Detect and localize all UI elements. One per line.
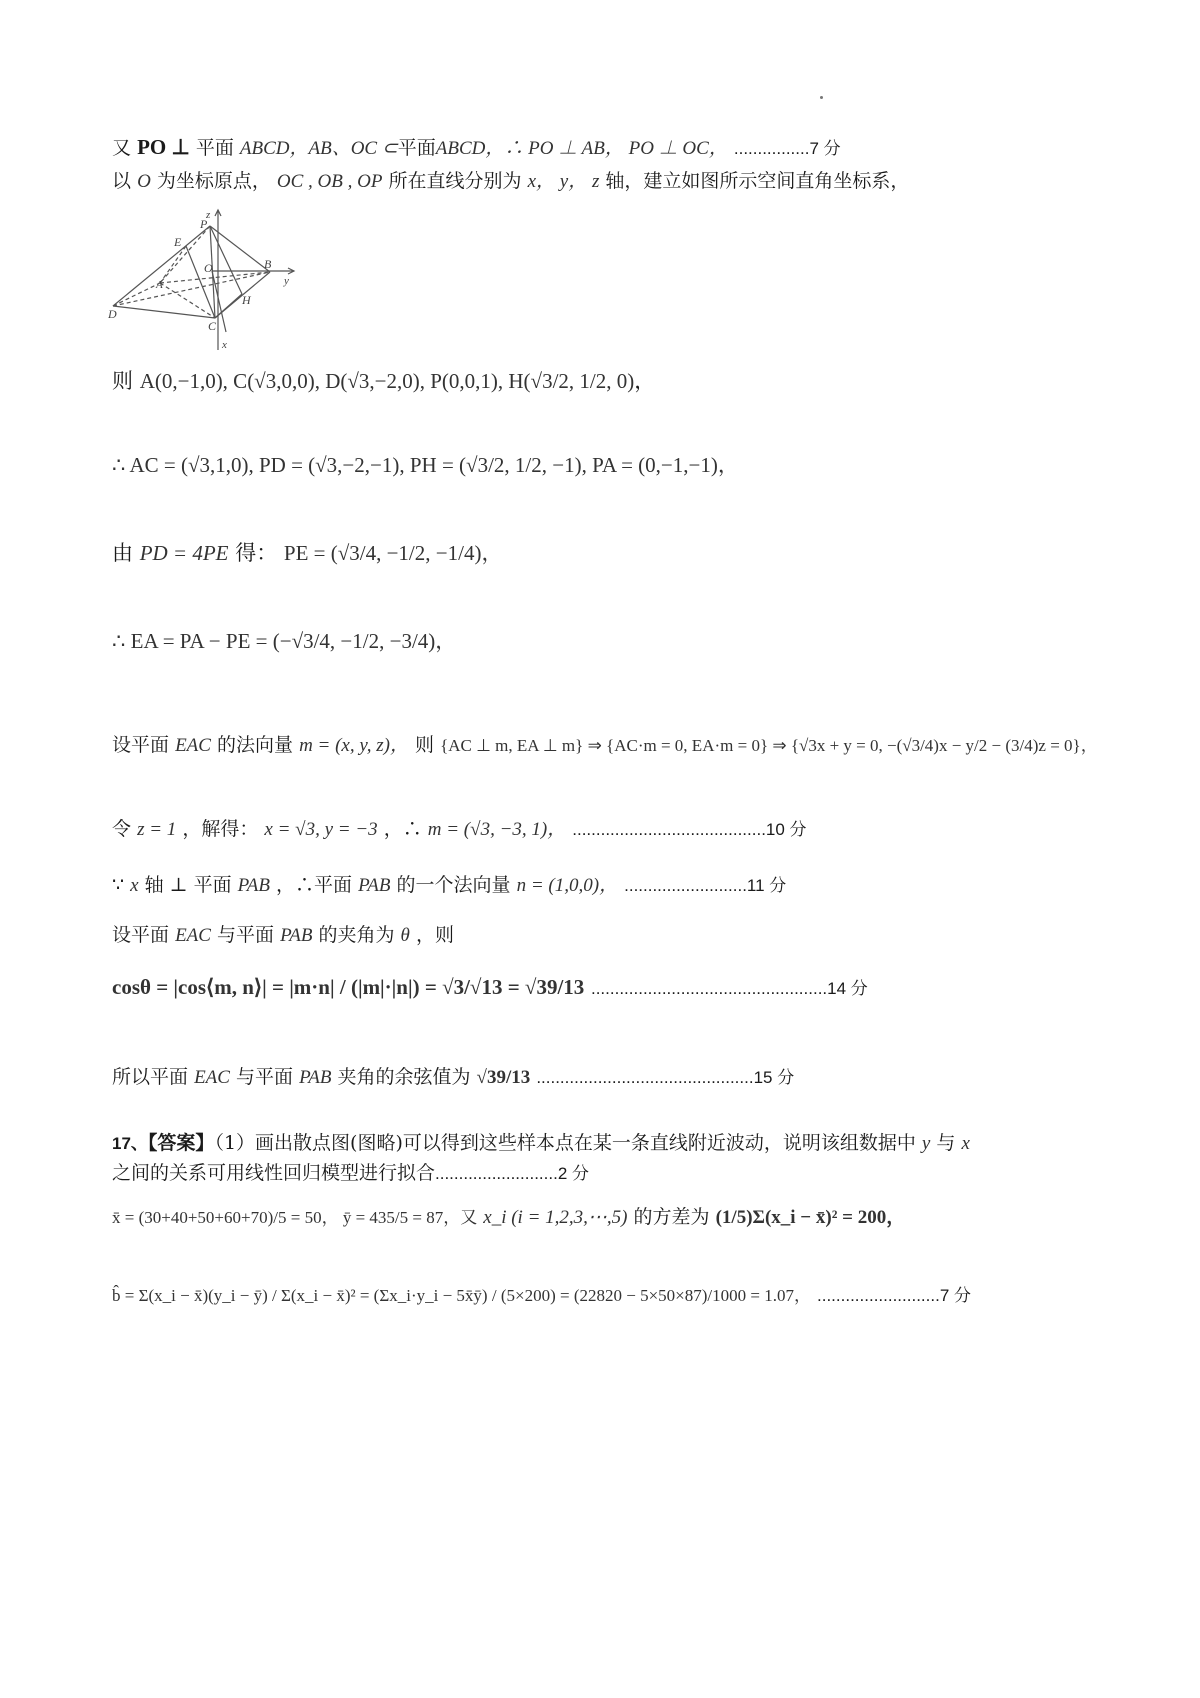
label-a: A	[156, 279, 163, 291]
q17-means: x̄ = (30+40+50+60+70)/5 = 50， ȳ = 435/5 = 87，又 x_i (i = 1,2,3,⋯,5) 的方差为 (1/5)Σ(x_i − x̄)² = 200，	[112, 1206, 906, 1228]
line-angle-setup: 设平面 EAC 与平面 PAB 的夹角为 θ ，则	[112, 924, 454, 946]
label-p: P	[200, 217, 208, 231]
q17-linear-model: 之间的关系可用线性回归模型进行拟合..........................2 分	[112, 1162, 589, 1184]
label-c: C	[208, 319, 217, 333]
speck	[820, 96, 823, 99]
pyramid-figure	[108, 208, 318, 358]
q17-b-hat: b̂ = Σ(x_i − x̄)(y_i − ȳ) / Σ(x_i − x̄)² = (Σx_i·y_i − 5x̄ȳ) / (5×200) = (22820 − 5×50×87)/1000 = 1.07， ..........................7 分	[112, 1286, 971, 1305]
line-coordinate-system: 以 O 为坐标原点， OC , OB , OP 所在直线分别为 x， y， z 轴，建立如图所示空间直角坐标系，	[112, 170, 910, 192]
label-b: B	[264, 257, 272, 271]
line-normal-n: ∵ x 轴 ⊥ 平面 PAB ，∴平面 PAB 的一个法向量 n = (1,0,0)， ..........................11 分	[112, 874, 787, 896]
q17-answer-intro: 17、【答案】（1）画出散点图(图略)可以得到这些样本点在某一条直线附近波动，说明该组数据中 y 与 x	[112, 1132, 970, 1154]
line-cos-theta: cosθ = |cos⟨m, n⟩| = |m·n| / (|m|·|n|) = √3/√13 = √39/13 ..................................................14 分	[112, 975, 868, 999]
label-h: H	[242, 293, 251, 307]
label-d: D	[108, 307, 117, 321]
line-vectors: ∴ AC = (√3,1,0), PD = (√3,−2,−1), PH = (√3/2, 1/2, −1), PA = (0,−1,−1)，	[112, 453, 739, 477]
line-final-answer: 所以平面 EAC 与平面 PAB 夹角的余弦值为 √39/13 ..............................................15 分	[112, 1066, 795, 1088]
line-po-perpendicular: 又 PO ⊥ 平面 ABCD，AB、OC ⊂平面ABCD，∴ PO ⊥ AB， PO ⊥ OC， ................7 分	[112, 135, 841, 159]
label-o: O	[204, 261, 213, 275]
line-point-coordinates: 则 A(0,−1,0), C(√3,0,0), D(√3,−2,0), P(0,0,1), H(√3/2, 1/2, 0)，	[112, 369, 656, 393]
label-z: z	[206, 209, 211, 221]
line-pe-vector: 由 PD = 4PE 得： PE = (√3/4, −1/2, −1/4)，	[112, 541, 503, 565]
line-solve-m: 令 z = 1 ，解得： x = √3, y = −3 ，∴ m = (√3, −3, 1)， .........................................10 分	[112, 818, 807, 840]
label-x: x	[222, 339, 227, 351]
label-y: y	[284, 275, 289, 287]
line-normal-vector-system: 设平面 EAC 的法向量 m = (x, y, z)， 则 {AC ⊥ m, EA ⊥ m} ⇒ {AC·m = 0, EA·m = 0} ⇒ {√3x + y = 0, −(√3/4)x − y/2 − (3/4)z = 0}，	[112, 734, 1098, 756]
line-ea-vector: ∴ EA = PA − PE = (−√3/4, −1/2, −3/4)，	[112, 629, 457, 653]
label-e: E	[174, 235, 182, 249]
